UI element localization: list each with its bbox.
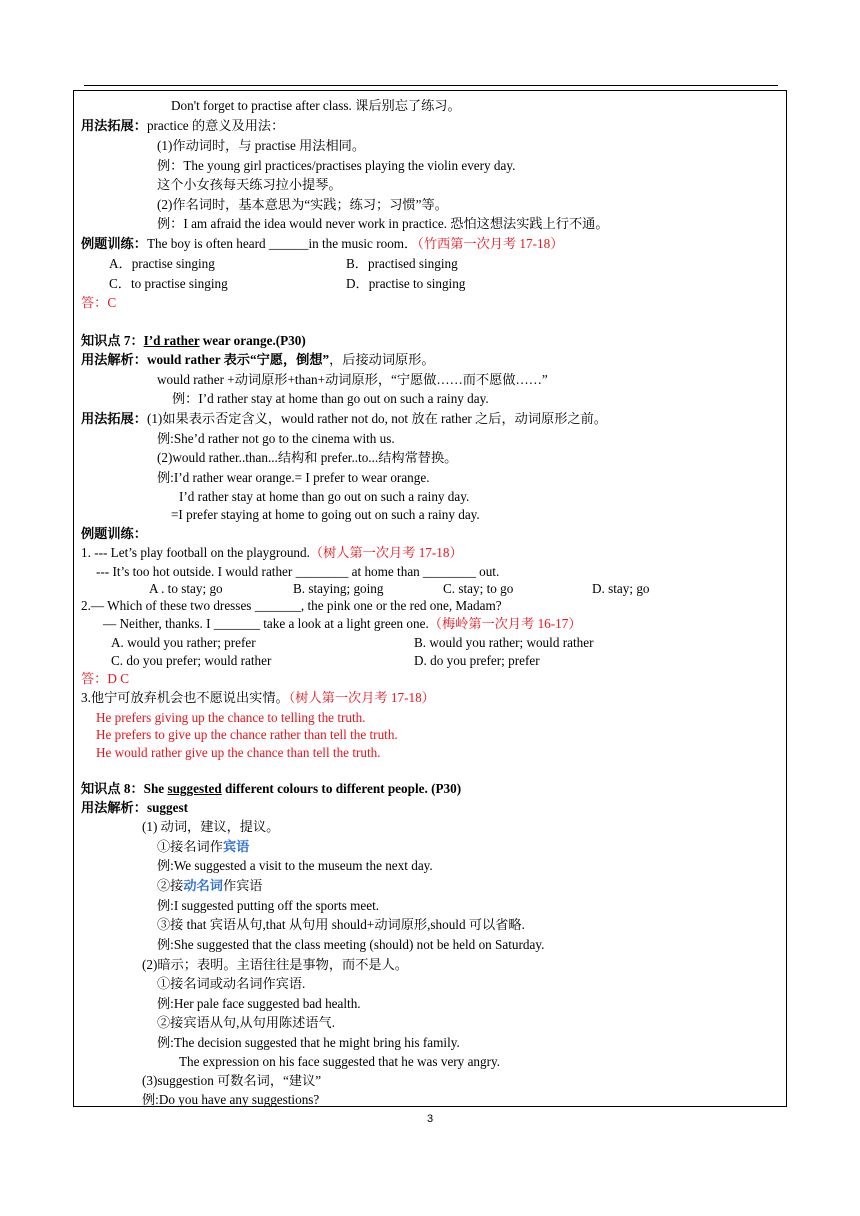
question-2: 2.— Which of these two dresses _______, the pink one or the red one, Madam? [81,598,502,613]
example-line: 例:Her pale face suggested bad health. [157,996,361,1011]
usage-line: (1) 动词，建议，提议。 [142,819,280,834]
option-d: D. do you prefer; prefer [414,653,540,668]
usage-line: ①接名词作宾语 [157,839,250,854]
option-b: B. staying; going [293,581,384,596]
example-line: Don't forget to practise after class. 课后别忘了练习。 [171,98,461,113]
option-d: D．practise to singing [346,276,466,291]
example-line: 例:She suggested that the class meeting (should) not be held on Saturday. [157,937,545,952]
example-line: 例:I suggested putting off the sports meet. [157,898,380,913]
question-3: 3.他宁可放弃机会也不愿说出实情。（树人第一次月考 17-18） [81,690,435,705]
usage-line: ③接 that 宾语从句,that 从句用 should+动词原形,should 可以省略. [157,917,525,932]
question-1-reply: --- It’s too hot outside. I would rather ________ at home than ________ out. [96,564,500,579]
usage-line: (1)作动词时，与 practise 用法相同。 [157,138,366,153]
exercise-heading: 例题训练： [81,526,147,541]
option-d: D. stay; go [592,581,650,596]
usage-line: (2)暗示；表明。主语往往是事物，而不是人。 [142,957,408,972]
option-a: A . to stay; go [149,581,223,596]
example-line: 例：I am afraid the idea would never work in practice. 恐怕这想法实践上行不通。 [157,216,609,231]
option-c: C. stay; to go [443,581,514,596]
question-2-reply: — Neither, thanks. I _______ take a look at a light green one.（梅岭第一次月考 16-17） [103,616,582,631]
page-number: 3 [426,1113,434,1125]
answer-line: He prefers giving up the chance to telling the truth. [96,710,366,725]
translation-line: 这个小女孩每天练习拉小提琴。 [157,177,342,192]
option-b: B．practised singing [346,256,458,271]
option-c: C．to practise singing [109,276,228,291]
option-b: B. would you rather; would rather [414,635,594,650]
header-rule [84,85,778,86]
example-line: The expression on his face suggested that he was very angry. [179,1054,501,1069]
usage-analysis: 用法解析：would rather 表示“宁愿，倒想”，后接动词原形。 [81,352,435,367]
usage-line: ②接宾语从句,从句用陈述语气. [157,1015,336,1030]
example-line: =I prefer staying at home to going out on such a rainy day. [171,507,480,522]
option-c: C. do you prefer; would rather [111,653,272,668]
answer: 答：C [81,295,117,310]
usage-line: would rather +动词原形+than+动词原形，“宁愿做……而不愿做……” [157,372,548,387]
example-line: 例:We suggested a visit to the museum the next day. [157,858,433,873]
knowledge-point-7-title: 知识点 7：I’d rather wear orange.(P30) [81,333,306,348]
usage-line: (2)作名词时，基本意思为“实践；练习；习惯”等。 [157,197,448,212]
usage-line: (2)would rather..than...结构和 prefer..to...结构常替换。 [157,450,458,465]
exercise-question: 例题训练：The boy is often heard ______in the music room．（竹西第一次月考 17-18） [81,236,564,251]
question-1: 1. --- Let’s play football on the playground.（树人第一次月考 17-18） [81,545,463,560]
usage-line: ①接名词或动名词作宾语. [157,976,306,991]
usage-extension: 用法拓展：(1)如果表示否定含义，would rather not do, not 放在 rather 之后，动词原形之前。 [81,411,607,426]
knowledge-point-8-title: 知识点 8：She suggested different colours to different people. (P30) [81,781,462,796]
example-line: 例：I’d rather stay at home than go out on such a rainy day. [172,391,489,406]
usage-line: (3)suggestion 可数名词，“建议” [142,1073,322,1088]
example-line: 例:Do you have any suggestions? [142,1092,320,1107]
example-line: 例:I’d rather wear orange.= I prefer to wear orange. [157,470,430,485]
option-a: A. would you rather; prefer [111,635,256,650]
example-line: 例：The young girl practices/practises playing the violin every day. [157,158,516,173]
example-line: 例:The decision suggested that he might bring his family. [157,1035,460,1050]
option-a: A．practise singing [109,256,215,271]
answer: 答：D C [81,671,129,686]
usage-extension: 用法拓展：practice 的意义及用法： [81,118,285,133]
answer-line: He would rather give up the chance than tell the truth. [96,745,381,760]
example-line: 例:She’d rather not go to the cinema with us. [157,431,395,446]
example-line: I’d rather stay at home than go out on such a rainy day. [179,489,470,504]
usage-line: ②接动名词作宾语 [157,878,263,893]
answer-line: He prefers to give up the chance rather than tell the truth. [96,727,398,742]
usage-analysis: 用法解析：suggest [81,800,188,815]
